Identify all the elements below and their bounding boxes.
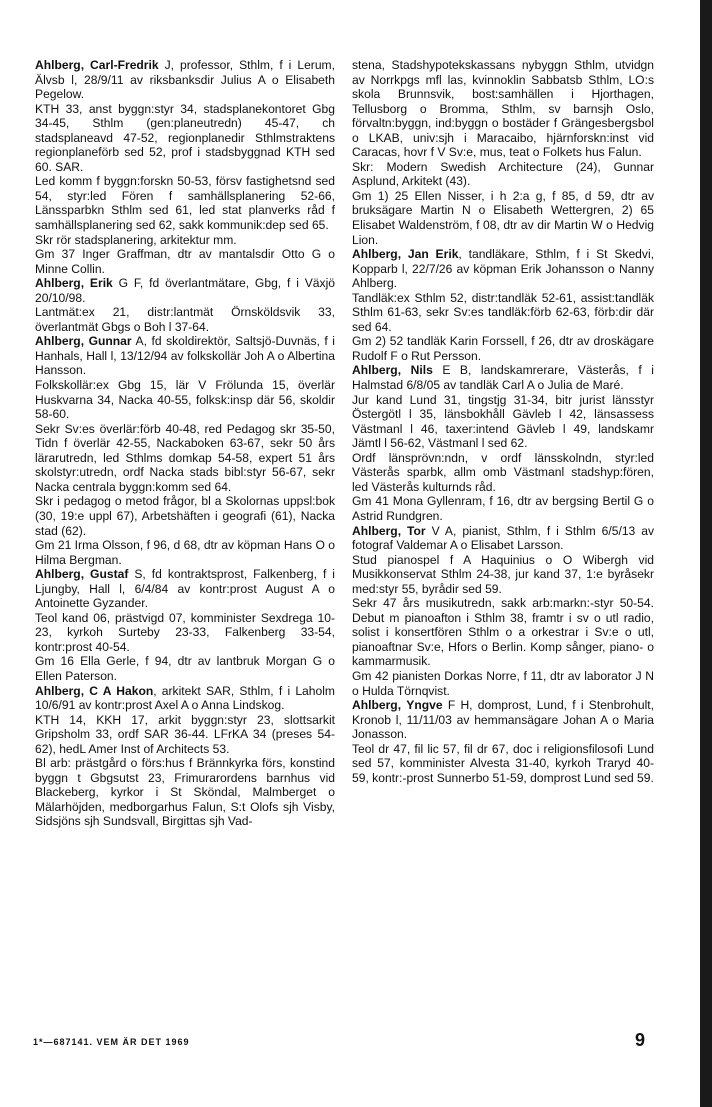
- entry-text: Bl arb: prästgård o förs:hus f Brännkyrka förs, konstind byggn t Gbgsutst 23, Frimurarordens barnhus vid Blackeberg, kyrkor i St Sköndal, Malmberget o Mälarhöjden, medborgarhus Falun, S:t Olofs sjh Visby, Sidsjöns sjh Sundsvall, Birgittas sjh Vad-: [35, 756, 335, 829]
- biography-entry: [35, 567, 335, 611]
- biography-paragraph: [35, 233, 335, 248]
- biography-entry: [352, 524, 654, 553]
- entry-text: Folkskollär:ex Gbg 15, lär V Frölunda 15, överlär Huskvarna 34, Nacka 40-55, folksk:insp där 56, skoldir 58-60.: [35, 378, 335, 422]
- biography-paragraph: [35, 422, 335, 495]
- entry-text: Lantmät:ex 21, distr:lantmät Örnsköldsvik 33, överlantmät Gbgs o Boh l 37-64.: [35, 305, 335, 334]
- surname: Ahlberg,: [35, 567, 85, 582]
- forename: Gustaf: [90, 567, 129, 582]
- entry-text: stena, Stadshypotekskassans nybyggn Sthlm, utvidgn av Norrkpgs mfl las, kvinnoklin Sabbatsb Sthlm, LO:s skola Brunnsvik, bost:samhällen i Hjorthagen, Tellusborg o Bromma, Sthlm, sv barnsjh Oslo, förvaltn:byggn, ind:byggn o bostäder f Grängesbergsbol o LKAB, univ:sjh i Maracaibo, hjärnforskn:inst vid Caracas, hovr f V Sv:e, mus, teat o Folkets hus Falun.: [352, 58, 654, 160]
- biography-paragraph: [352, 494, 654, 523]
- biography-entry: [352, 698, 654, 742]
- biography-paragraph: [352, 334, 654, 363]
- entry-text: A, fd skoldirektör, Saltsjö-Duvnäs, f i Hanhals, Hall l, 13/12/94 av folkskollär Joh A o Albertina Hansson.: [35, 334, 335, 378]
- entry-text: Gm 21 Irma Olsson, f 96, d 68, dtr av köpman Hans O o Hilma Bergman.: [35, 538, 335, 567]
- entry-text: , tandläkare, Sthlm, f i St Skedvi, Kopparb l, 22/7/26 av köpman Erik Johansson o Nanny Ahlberg.: [352, 247, 654, 291]
- biography-entry: [35, 58, 335, 102]
- entry-text: Gm 2) 52 tandläk Karin Forssell, f 26, dtr av droskägare Rudolf F o Rut Persson.: [352, 334, 654, 363]
- biography-paragraph: [352, 393, 654, 451]
- scan-edge-bar: [700, 0, 712, 1107]
- left-column: [35, 58, 335, 829]
- entry-text: Sekr Sv:es överlär:förb 40-48, red Pedagog skr 35-50, Tidn f överlär 42-55, Nackaboken 63-67, sekr 50 års lärarutredn, led Sthlms domkap 54-58, expert 51 års skolstyr:utredn, ordf Nacka stads bibl:styr 56-67, sekr Nacka centrala byggn:komm sed 64.: [35, 421, 335, 494]
- forename: Nils: [410, 363, 433, 378]
- biography-paragraph: [352, 451, 654, 495]
- entry-text: KTH 14, KKH 17, arkit byggn:styr 23, slottsarkit Gripsholm 33, ordf SAR 36-44. LFrKA 34 (preses 54-62), hedL Amer Inst of Architects 53.: [35, 712, 335, 756]
- entry-text: Tandläk:ex Sthlm 52, distr:tandläk 52-61, assist:tandläk Sthlm 61-63, sekr Sv:es tandläk:förb 62-63, förb:dir där sed 64.: [352, 290, 654, 334]
- entry-text: Skr i pedagog o metod frågor, bl a Skolornas uppsl:bok (30, 19:e uppl 67), Arbetshäften i geografi (61), Nacka stad (62).: [35, 494, 335, 538]
- printer-mark: 1*—687141. VEM ÄR DET 1969: [33, 1037, 190, 1047]
- surname: Ahlberg,: [352, 698, 402, 713]
- surname: Ahlberg,: [35, 683, 85, 698]
- biography-paragraph: [352, 742, 654, 786]
- entry-text: Teol kand 06, prästvigd 07, komminister Sexdrega 10-23, kyrkoh Surteby 23-33, Falkenberg 33-54, kontr:prost 40-54.: [35, 610, 335, 654]
- biography-entry: [352, 247, 654, 291]
- forename: Carl-Fredrik: [90, 58, 159, 72]
- entry-text: Gm 16 Ella Gerle, f 94, dtr av lantbruk Morgan G o Ellen Paterson.: [35, 654, 335, 683]
- entry-text: Led komm f byggn:forskn 50-53, försv fastighetsnd sed 54, styr:led Fören f samhällsplanering 52-66, Länssparbkn Sthlm sed 61, led stat planverks råd f samhällsplanering sed 62, sakk kommunik:dep sed 65.: [35, 174, 335, 233]
- entry-text: Jur kand Lund 31, tingstjg 31-34, bitr jurist länsstyr Östergötl l 35, länsbokhåll Gävleb l 42, länsassess Västmanl l 46, taxer:intend Gävleb l 49, landskamr Jämtl l 56-62, Västmanl l sed 62.: [352, 392, 654, 451]
- entry-text: V A, pianist, Sthlm, f i Sthlm 6/5/13 av fotograf Valdemar A o Elisabet Larsson.: [352, 523, 654, 553]
- biography-paragraph: [352, 669, 654, 698]
- biography-entry: [35, 684, 335, 713]
- entry-text: Gm 41 Mona Gyllenram, f 16, dtr av bergsing Bertil G o Astrid Rundgren.: [352, 494, 654, 523]
- right-column: [352, 58, 654, 785]
- entry-text: Gm 37 Inger Graffman, dtr av mantalsdir Otto G o Minne Collin.: [35, 247, 335, 276]
- surname: Ahlberg,: [35, 334, 85, 349]
- page-number: 9: [635, 1030, 646, 1050]
- surname: Ahlberg,: [35, 58, 85, 72]
- entry-text: , arkitekt SAR, Sthlm, f i Laholm 10/6/91 av kontr:prost Axel A o Anna Lindskog.: [35, 683, 335, 713]
- entry-text: G F, fd överlantmätare, Gbg, f i Växjö 20/10/98.: [35, 276, 335, 305]
- forename: Tor: [407, 523, 426, 538]
- surname: Ahlberg,: [352, 363, 402, 378]
- forename: Erik: [89, 276, 113, 291]
- entry-text: Gm 1) 25 Ellen Nisser, i h 2:a g, f 85, d 59, dtr av bruksägare Martin N o Elisabeth Wettergren, 2) 65 Elisabet Waldenström, f 08, dtr av dir Martin W o Hedvig Lion.: [352, 188, 654, 247]
- entry-text: Teol dr 47, fil lic 57, fil dr 67, doc i religionsfilosofi Lund sed 57, komminister Alvesta 31-40, kyrkoh Traryd 40-59, kontr:-prost Sunnerbo 51-59, domprost Lund sed 59.: [352, 741, 654, 785]
- forename: Jan Erik: [407, 247, 459, 262]
- forename: Gunnar: [88, 334, 132, 349]
- entry-text: J, professor, Sthlm, f i Lerum, Älvsb l, 28/9/11 av riksbanksdir Julius A o Elisabeth Pegelow.: [35, 58, 335, 102]
- biography-entry: [35, 276, 335, 305]
- entry-text: Skr rör stadsplanering, arkitektur mm.: [35, 232, 237, 247]
- biography-paragraph: [35, 713, 335, 757]
- biography-paragraph: [352, 553, 654, 597]
- entry-text: Stud pianospel f A Haquinius o O Wibergh vid Musikkonservat Sthlm 24-38, jur kand 37, 1:e byråsekr med:styr 55, byrådir sed 59.: [352, 552, 654, 596]
- biography-paragraph: [35, 494, 335, 538]
- forename: C A Hakon: [89, 683, 154, 698]
- biography-paragraph: [352, 58, 654, 160]
- biography-paragraph: [35, 174, 335, 232]
- surname: Ahlberg,: [352, 523, 402, 538]
- biography-paragraph: [35, 654, 335, 683]
- biography-paragraph: [35, 378, 335, 422]
- biography-paragraph: [352, 596, 654, 669]
- entry-text: S, fd kontraktsprost, Falkenberg, f i Ljungby, Hall l, 6/4/84 av kontr:prost August A o Antoinette Gyzander.: [35, 567, 335, 611]
- entry-text: Gm 42 pianisten Dorkas Norre, f 11, dtr av laborator J N o Hulda Törnqvist.: [352, 668, 654, 698]
- biography-entry: [35, 334, 335, 378]
- biography-paragraph: [35, 756, 335, 829]
- biography-paragraph: [35, 102, 335, 175]
- entry-text: Skr: Modern Swedish Architecture (24), Gunnar Asplund, Arkitekt (43).: [352, 159, 654, 189]
- entry-text: E B, landskamrerare, Västerås, f i Halmstad 6/8/05 av tandläk Carl A o Julia de Maré.: [352, 363, 654, 393]
- biography-paragraph: [35, 305, 335, 334]
- entry-text: Ordf länsprövn:ndn, v ordf länsskolndn, styr:led Västerås sparbk, allm omb Västmanl stadshyp:fören, led Västerås kulturnds råd.: [352, 450, 654, 494]
- forename: Yngve: [406, 698, 443, 713]
- biography-paragraph: [35, 611, 335, 655]
- biography-paragraph: [35, 247, 335, 276]
- entry-text: KTH 33, anst byggn:styr 34, stadsplanekontoret Gbg 34-45, Sthlm (gen:planeutredn) 45-47, ch stadsplaneavd 47-52, regionplanedir Sthlmstraktens regionplaneförb sed 52, prof i stadsbyggnad KTH sed 60. SAR.: [35, 101, 335, 174]
- biography-paragraph: [35, 538, 335, 567]
- biography-paragraph: [352, 291, 654, 335]
- surname: Ahlberg,: [352, 247, 402, 262]
- biography-paragraph: [352, 160, 654, 189]
- surname: Ahlberg,: [35, 276, 85, 291]
- entry-text: F H, domprost, Lund, f i Stenbrohult, Kronob l, 11/11/03 av hemmansägare Johan A o Maria Jonasson.: [352, 698, 654, 742]
- biography-entry: [352, 363, 654, 392]
- biography-paragraph: [352, 189, 654, 247]
- entry-text: Sekr 47 års musikutredn, sakk arb:markn:-styr 50-54. Debut m pianoafton i Sthlm 38, framtr i sv o utl radio, solist i konsertfören Sthlm o a orkestrar i Sv:e o utl, pianoaftnar Sv:e, Hfors o Berlin. Komp sånger, piano- o kammarmusik.: [352, 596, 654, 669]
